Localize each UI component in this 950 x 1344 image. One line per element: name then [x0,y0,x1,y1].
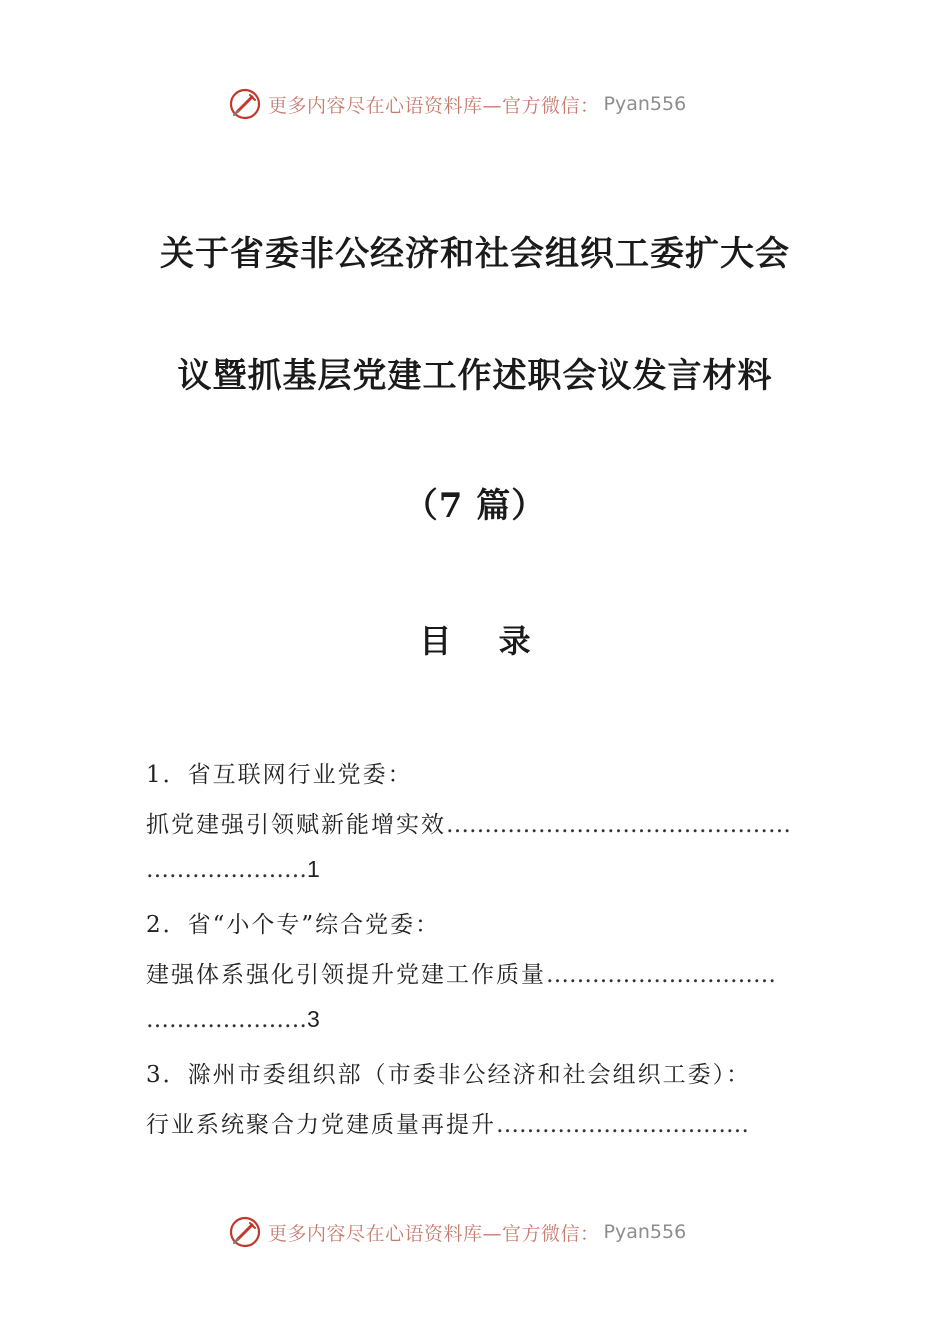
footer-watermark [228,1212,748,1252]
header-watermark [228,84,748,124]
toc-entry-1-title: 抓党建强引领赋新能增实效 [146,812,446,838]
toc-entry-1-dots-cont: ………………… [146,857,307,883]
toc-entry-2-dots-cont: ………………… [146,1007,307,1033]
toc-entry-2-org: 2．省“小个专”综合党委： [146,912,441,938]
document-title-line1: 关于省委非公经济和社会组织工委扩大会 [160,234,790,274]
pen-circle-icon [228,87,262,121]
watermark-text: 更多内容尽在心语资料库—官方微信： [268,94,600,117]
watermark-wechat-id: Pyan556 [603,1221,687,1243]
toc-entry-3-dots: …………………………… [496,1112,749,1138]
toc-entry-3-title-line[interactable] [146,1106,806,1139]
document-title-line2: 议暨抓基层党建工作述职会议发言材料 [177,356,773,396]
toc-entry-2-dots: ………………………… [546,962,776,988]
toc-entry-2-page: 3 [307,1006,320,1032]
toc-entry-1-title-line[interactable] [146,806,806,839]
watermark-wechat-id: Pyan556 [603,93,687,115]
toc-heading: 目 录 [419,622,549,660]
toc-entry-3-org: 3．滁州市委组织部（市委非公经济和社会组织工委）： [146,1062,752,1088]
toc-entry-1-org: 1．省互联网行业党委： [146,762,413,788]
toc-entry-2-page-line [146,1006,806,1033]
toc-entry-1-page-line [146,856,806,883]
watermark-text: 更多内容尽在心语资料库—官方微信： [268,1222,600,1245]
pen-circle-icon [228,1215,262,1249]
toc-entry-2-title: 建强体系强化引领提升党建工作质量 [146,962,546,988]
toc-entry-1-dots: ……………………………………… [446,812,791,838]
toc-entry-3-title: 行业系统聚合力党建质量再提升 [146,1112,496,1138]
toc-entry-2-title-line[interactable] [146,956,806,989]
document-subtitle: （7 篇） [403,486,547,526]
toc-entry-1-page: 1 [307,856,320,882]
